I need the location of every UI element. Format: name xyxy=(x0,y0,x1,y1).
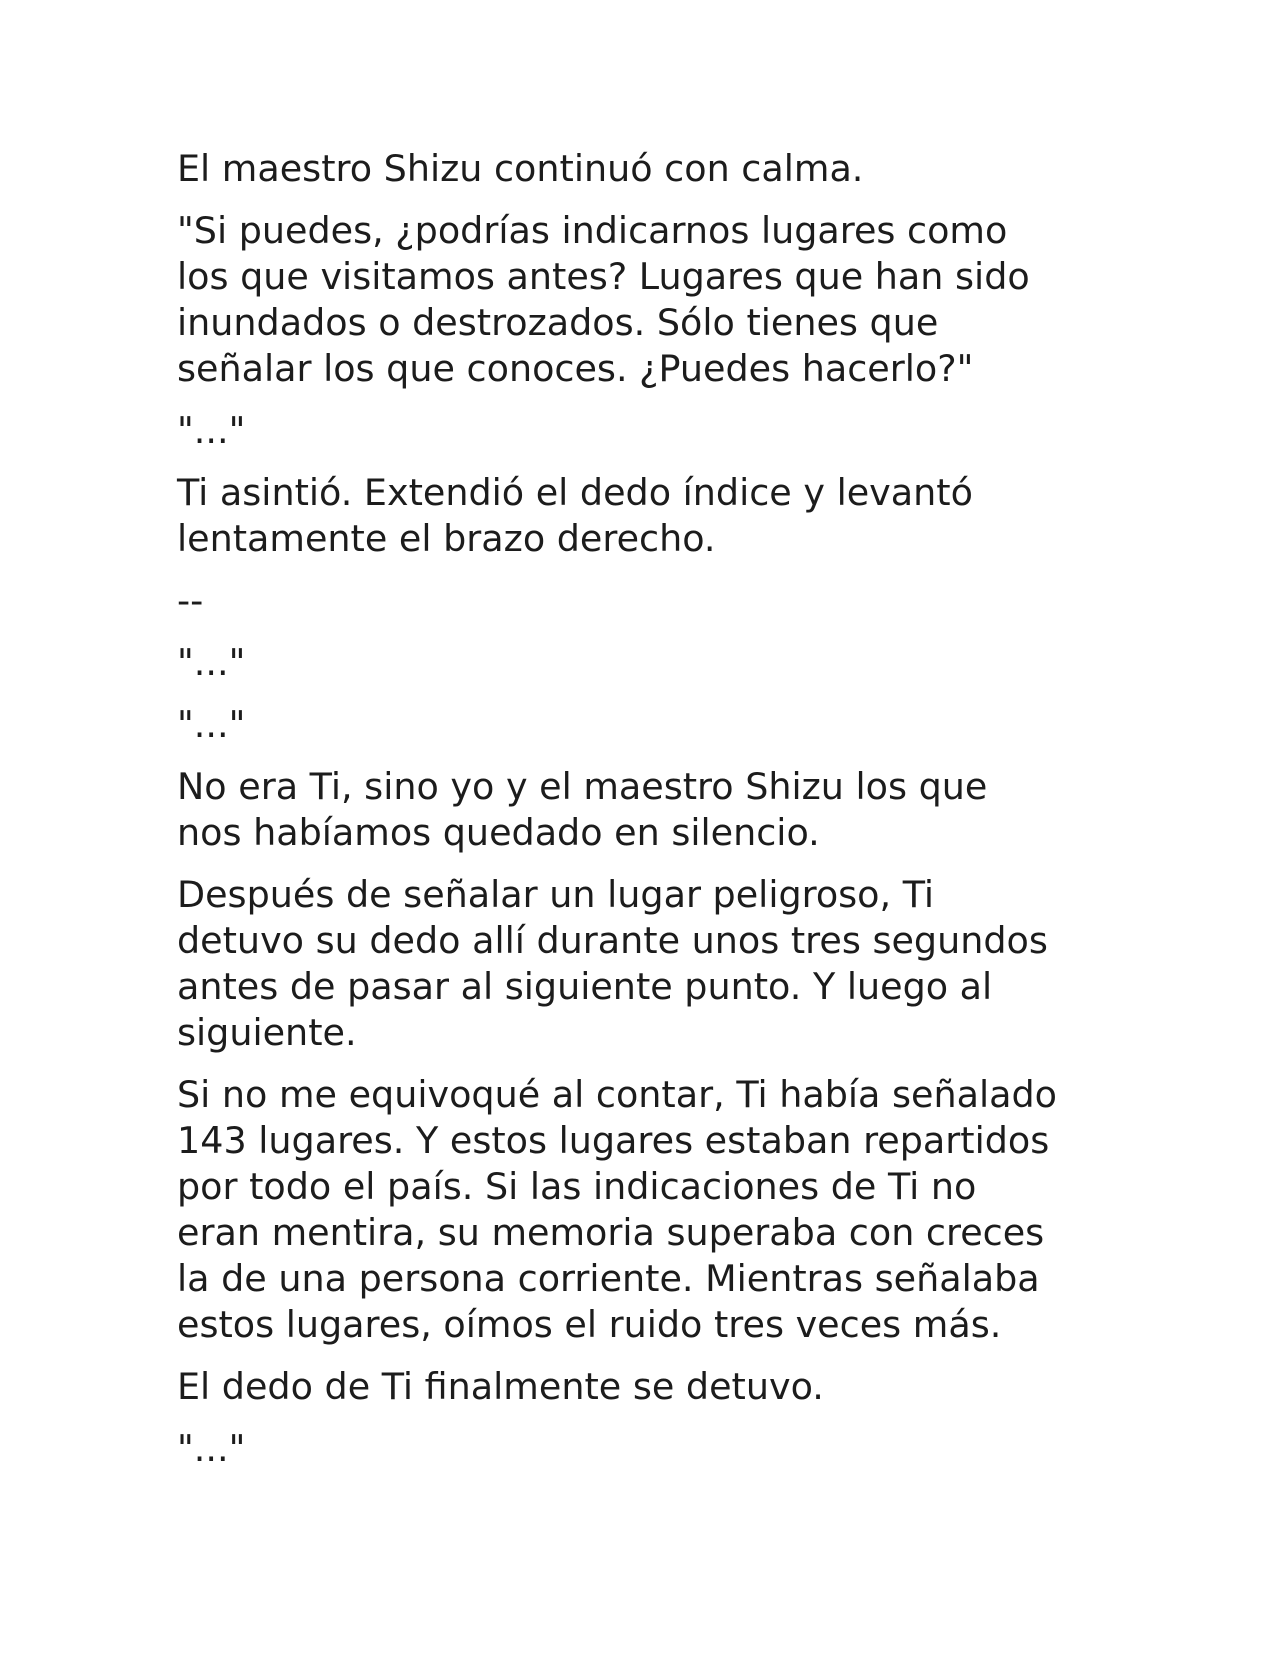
paragraph xyxy=(177,764,1107,856)
paragraph xyxy=(177,470,1107,562)
text-line: Después de señalar un lugar peligroso, Ti xyxy=(177,873,935,916)
paragraph xyxy=(177,408,1107,454)
text-line: 143 lugares. Y estos lugares estaban repartidos xyxy=(177,1119,1050,1162)
text-line: señalar los que conoces. ¿Puedes hacerlo?" xyxy=(177,347,974,390)
text-line: eran mentira, su memoria superaba con creces xyxy=(177,1211,1045,1254)
text-line: por todo el país. Si las indicaciones de Ti no xyxy=(177,1165,977,1208)
paragraph xyxy=(177,702,1107,748)
text-line: nos habíamos quedado en silencio. xyxy=(177,811,820,854)
text-line: "..." xyxy=(177,641,246,684)
text-line: Si no me equivoqué al contar, Ti había señalado xyxy=(177,1073,1057,1116)
paragraph xyxy=(177,1364,1107,1410)
text-line: -- xyxy=(177,579,204,622)
text-line: "..." xyxy=(177,703,246,746)
paragraph xyxy=(177,872,1107,1056)
paragraph xyxy=(177,578,1107,624)
text-line: El maestro Shizu continuó con calma. xyxy=(177,147,864,190)
text-line: lentamente el brazo derecho. xyxy=(177,517,716,560)
text-line: la de una persona corriente. Mientras señalaba xyxy=(177,1257,1040,1300)
paragraph xyxy=(177,146,1107,192)
document-page xyxy=(177,146,1107,1488)
text-line: El dedo de Ti finalmente se detuvo. xyxy=(177,1365,824,1408)
text-line: detuvo su dedo allí durante unos tres segundos xyxy=(177,919,1048,962)
paragraph xyxy=(177,1072,1107,1348)
text-line: los que visitamos antes? Lugares que han sido xyxy=(177,255,1030,298)
text-line: siguiente. xyxy=(177,1011,357,1054)
text-line: inundados o destrozados. Sólo tienes que xyxy=(177,301,939,344)
text-line: Ti asintió. Extendió el dedo índice y levantó xyxy=(177,471,973,514)
text-line: antes de pasar al siguiente punto. Y luego al xyxy=(177,965,993,1008)
text-line: estos lugares, oímos el ruido tres veces más. xyxy=(177,1303,1002,1346)
paragraph xyxy=(177,208,1107,392)
paragraph xyxy=(177,1426,1107,1472)
text-line: "..." xyxy=(177,409,246,452)
paragraph xyxy=(177,640,1107,686)
text-line: "..." xyxy=(177,1427,246,1470)
text-line: "Si puedes, ¿podrías indicarnos lugares como xyxy=(177,209,1008,252)
text-line: No era Ti, sino yo y el maestro Shizu los que xyxy=(177,765,988,808)
